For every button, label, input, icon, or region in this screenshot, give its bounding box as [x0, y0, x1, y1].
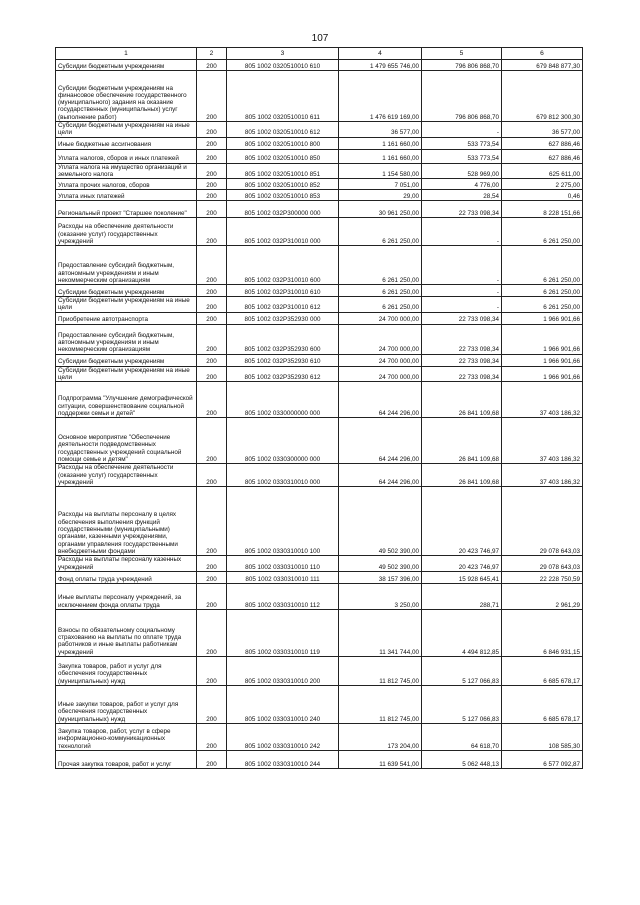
table-cell-value-6: 108 585,30	[502, 723, 583, 750]
table-cell-column-2: 200	[197, 60, 227, 71]
table-cell-code: 805 1002 032P310010 610	[227, 285, 339, 297]
table-cell-value-6: 1 966 901,66	[502, 312, 583, 324]
budget-table	[55, 47, 583, 769]
table-cell-value-6: 627 886,46	[502, 149, 583, 163]
table-row	[56, 312, 583, 324]
table-cell-code: 805 1002 0330310010 200	[227, 656, 339, 685]
table-cell-value-5: 288,71	[422, 583, 502, 609]
table-cell-value-5: 4 494 812,85	[422, 609, 502, 656]
table-body	[56, 60, 583, 769]
table-cell-value-6: 679 812 300,30	[502, 71, 583, 122]
table-cell-name: Иные выплаты персоналу учреждений, за исключением фонда оплаты труда	[56, 583, 197, 609]
table-cell-column-2: 200	[197, 354, 227, 366]
table-cell-value-6: 6 577 092,87	[502, 750, 583, 768]
table-cell-value-5: 20 423 746,97	[422, 556, 502, 572]
table-row	[56, 382, 583, 418]
table-cell-code: 805 1002 0330310010 242	[227, 723, 339, 750]
table-cell-column-2: 200	[197, 201, 227, 218]
table-row	[56, 464, 583, 487]
table-cell-column-2: 200	[197, 149, 227, 163]
table-cell-value-4: 1 161 660,00	[339, 149, 422, 163]
table-row	[56, 723, 583, 750]
table-cell-name: Субсидии бюджетным учреждениям	[56, 60, 197, 71]
table-cell-code: 805 1002 032P310010 612	[227, 297, 339, 313]
table-cell-value-5: 26 841 109,68	[422, 464, 502, 487]
table-row	[56, 297, 583, 313]
table-cell-value-6: 29 078 643,03	[502, 487, 583, 556]
table-cell-value-5: 4 776,00	[422, 179, 502, 190]
table-cell-code: 805 1002 0330310010 240	[227, 685, 339, 723]
table-cell-value-4: 11 812 745,00	[339, 685, 422, 723]
table-cell-code: 805 1002 0330300000 000	[227, 418, 339, 464]
table-cell-value-6: 29 078 643,03	[502, 556, 583, 572]
table-cell-value-4: 49 502 390,00	[339, 487, 422, 556]
table-cell-name: Уплата налога на имущество организаций и земельного налога	[56, 163, 197, 179]
table-cell-value-4: 29,00	[339, 190, 422, 201]
table-row	[56, 685, 583, 723]
table-cell-value-6: 6 261 250,00	[502, 246, 583, 285]
table-cell-value-6: 6 261 250,00	[502, 285, 583, 297]
table-cell-value-5: 26 841 109,68	[422, 382, 502, 418]
table-cell-value-5: -	[422, 285, 502, 297]
page-number: 107	[311, 33, 329, 44]
table-cell-value-4: 64 244 296,00	[339, 464, 422, 487]
table-row	[56, 149, 583, 163]
table-cell-column-2: 200	[197, 246, 227, 285]
table-cell-value-5: 796 806 868,70	[422, 71, 502, 122]
table-cell-value-6: 1 966 901,66	[502, 366, 583, 382]
table-cell-code: 805 1002 0320510010 851	[227, 163, 339, 179]
table-cell-column-2: 200	[197, 366, 227, 382]
table-row	[56, 246, 583, 285]
table-cell-value-4: 1 154 580,00	[339, 163, 422, 179]
table-cell-value-4: 24 700 000,00	[339, 354, 422, 366]
table-cell-name: Субсидии бюджетным учреждениям на иные цели	[56, 122, 197, 138]
table-cell-value-6: 6 261 250,00	[502, 297, 583, 313]
table-cell-code: 805 1002 032P352930 612	[227, 366, 339, 382]
table-cell-name: Иные закупки товаров, работ и услуг для обеспечения государственных (муниципальных) нужд	[56, 685, 197, 723]
table-row	[56, 487, 583, 556]
table-cell-code: 805 1002 032P352930 610	[227, 354, 339, 366]
column-header: 2	[197, 48, 227, 60]
table-cell-code: 805 1002 0330310010 100	[227, 487, 339, 556]
table-cell-value-4: 11 812 745,00	[339, 656, 422, 685]
table-cell-value-6: 37 403 186,32	[502, 418, 583, 464]
table-cell-code: 805 1002 032P352930 600	[227, 324, 339, 354]
table-cell-name: Расходы на обеспечение деятельности (оказание услуг) государственных учреждений	[56, 464, 197, 487]
table-cell-code: 805 1002 0320510010 800	[227, 137, 339, 149]
table-cell-name: Иные бюджетные ассигнования	[56, 137, 197, 149]
table-row	[56, 190, 583, 201]
table-cell-value-6: 22 228 750,59	[502, 571, 583, 583]
table-cell-value-6: 2 961,29	[502, 583, 583, 609]
table-cell-value-4: 24 700 000,00	[339, 324, 422, 354]
table-cell-code: 805 1002 0320510010 853	[227, 190, 339, 201]
table-cell-name: Расходы на обеспечение деятельности (оказание услуг) государственных учреждений	[56, 218, 197, 246]
table-cell-value-4: 30 961 250,00	[339, 201, 422, 218]
table-cell-code: 805 1002 0320510010 611	[227, 71, 339, 122]
table-row	[56, 354, 583, 366]
table-cell-value-4: 64 244 296,00	[339, 418, 422, 464]
table-cell-value-6: 0,46	[502, 190, 583, 201]
table-cell-value-4: 3 250,00	[339, 583, 422, 609]
table-row	[56, 60, 583, 71]
table-cell-value-5: 22 733 098,34	[422, 324, 502, 354]
table-cell-value-6: 36 577,00	[502, 122, 583, 138]
table-cell-name: Субсидии бюджетным учреждениям на иные цели	[56, 366, 197, 382]
table-cell-value-5: 796 806 868,70	[422, 60, 502, 71]
table-cell-value-5: 20 423 746,97	[422, 487, 502, 556]
table-cell-value-5: 22 733 098,34	[422, 366, 502, 382]
table-cell-value-6: 6 685 678,17	[502, 685, 583, 723]
table-cell-value-4: 24 700 000,00	[339, 366, 422, 382]
table-cell-name: Приобретение автотранспорта	[56, 312, 197, 324]
table-cell-value-6: 6 846 931,15	[502, 609, 583, 656]
table-cell-column-2: 200	[197, 71, 227, 122]
table-cell-value-4: 173 204,00	[339, 723, 422, 750]
table-cell-value-5: 5 062 448,13	[422, 750, 502, 768]
table-cell-value-4: 6 261 250,00	[339, 246, 422, 285]
table-cell-value-6: 37 403 186,32	[502, 464, 583, 487]
table-cell-code: 805 1002 032P352930 000	[227, 312, 339, 324]
table-cell-code: 805 1002 0330310010 119	[227, 609, 339, 656]
table-cell-name: Субсидии бюджетным учреждениям на финансовое обеспечение государственного (муниципального) задания на оказание государственных (муниципальных) услуг (выполнение работ)	[56, 71, 197, 122]
table-cell-code: 805 1002 0330310010 000	[227, 464, 339, 487]
table-cell-value-5: 5 127 066,83	[422, 685, 502, 723]
table-row	[56, 609, 583, 656]
table-cell-column-2: 200	[197, 190, 227, 201]
table-cell-column-2: 200	[197, 656, 227, 685]
table-cell-code: 805 1002 0330310010 112	[227, 583, 339, 609]
table-cell-column-2: 200	[197, 750, 227, 768]
table-cell-name: Прочая закупка товаров, работ и услуг	[56, 750, 197, 768]
table-cell-column-2: 200	[197, 163, 227, 179]
table-cell-code: 805 1002 0320510010 612	[227, 122, 339, 138]
table-cell-column-2: 200	[197, 685, 227, 723]
table-cell-column-2: 200	[197, 464, 227, 487]
table-cell-value-5: 528 969,00	[422, 163, 502, 179]
table-cell-value-4: 1 476 619 169,00	[339, 71, 422, 122]
table-cell-name: Расходы на выплаты персоналу казенных учреждений	[56, 556, 197, 572]
table-row	[56, 750, 583, 768]
table-cell-column-2: 200	[197, 571, 227, 583]
table-row	[56, 163, 583, 179]
table-cell-value-6: 627 886,46	[502, 137, 583, 149]
table-cell-value-6: 37 403 186,32	[502, 382, 583, 418]
column-header: 6	[502, 48, 583, 60]
column-header: 3	[227, 48, 339, 60]
table-cell-value-4: 11 341 744,00	[339, 609, 422, 656]
table-cell-column-2: 200	[197, 218, 227, 246]
table-cell-value-4: 36 577,00	[339, 122, 422, 138]
table-cell-name: Уплата прочих налогов, сборов	[56, 179, 197, 190]
table-cell-column-2: 200	[197, 137, 227, 149]
table-cell-column-2: 200	[197, 556, 227, 572]
table-row	[56, 201, 583, 218]
table-cell-name: Субсидии бюджетным учреждениям на иные цели	[56, 297, 197, 313]
table-cell-code: 805 1002 0320510010 850	[227, 149, 339, 163]
table-cell-value-5: -	[422, 246, 502, 285]
table-header-row	[56, 48, 583, 60]
table-cell-value-6: 679 848 877,30	[502, 60, 583, 71]
table-cell-code: 805 1002 0330310010 111	[227, 571, 339, 583]
table-cell-value-5: -	[422, 297, 502, 313]
table-cell-name: Расходы на выплаты персоналу в целях обеспечения выполнения функций государственными (муниципальными) органами, казенными учреждениями, органами управления государственными внебюджетными фондами	[56, 487, 197, 556]
table-cell-value-4: 6 261 250,00	[339, 218, 422, 246]
table-cell-column-2: 200	[197, 324, 227, 354]
table-row	[56, 418, 583, 464]
table-cell-value-6: 1 966 901,66	[502, 354, 583, 366]
table-cell-code: 805 1002 0330000000 000	[227, 382, 339, 418]
table-row	[56, 324, 583, 354]
table-cell-value-5: 26 841 109,68	[422, 418, 502, 464]
table-cell-value-5: 533 773,54	[422, 137, 502, 149]
table-cell-value-6: 6 261 250,00	[502, 218, 583, 246]
table-cell-value-4: 38 157 396,00	[339, 571, 422, 583]
column-header: 1	[56, 48, 197, 60]
table-cell-name: Субсидии бюджетным учреждениям	[56, 354, 197, 366]
table-cell-code: 805 1002 032P310010 600	[227, 246, 339, 285]
table-cell-column-2: 200	[197, 583, 227, 609]
table-cell-name: Подпрограмма "Улучшение демографической ситуации, совершенствование социальной поддержки семьи и детей"	[56, 382, 197, 418]
table-row	[56, 179, 583, 190]
table-cell-value-5: 22 733 098,34	[422, 201, 502, 218]
table-cell-name: Предоставление субсидий бюджетным, автономным учреждениям и иным некоммерческим организациям	[56, 246, 197, 285]
table-cell-value-5: 28,54	[422, 190, 502, 201]
table-cell-value-4: 1 479 655 746,00	[339, 60, 422, 71]
column-header: 5	[422, 48, 502, 60]
table-cell-column-2: 200	[197, 122, 227, 138]
table-cell-name: Предоставление субсидий бюджетным, автономным учреждениям и иным некоммерческим организациям	[56, 324, 197, 354]
table-cell-value-4: 24 700 000,00	[339, 312, 422, 324]
table-row	[56, 285, 583, 297]
table-cell-name: Субсидии бюджетным учреждениям	[56, 285, 197, 297]
table-row	[56, 122, 583, 138]
table-cell-name: Уплата иных платежей	[56, 190, 197, 201]
table-row	[56, 583, 583, 609]
table-row	[56, 556, 583, 572]
table-cell-column-2: 200	[197, 297, 227, 313]
table-row	[56, 571, 583, 583]
table-cell-name: Основное мероприятие "Обеспечение деятельности подведомственных государственных учреждений социальной помощи семье и детям"	[56, 418, 197, 464]
table-cell-name: Закупка товаров, работ, услуг в сфере информационно-коммуникационных технологий	[56, 723, 197, 750]
table-cell-value-4: 1 161 660,00	[339, 137, 422, 149]
table-cell-column-2: 200	[197, 723, 227, 750]
table-cell-value-5: -	[422, 122, 502, 138]
table-cell-code: 805 1002 0320510010 852	[227, 179, 339, 190]
table-cell-column-2: 200	[197, 285, 227, 297]
table-cell-value-6: 625 611,00	[502, 163, 583, 179]
table-cell-name: Региональный проект "Старшее поколение"	[56, 201, 197, 218]
table-row	[56, 656, 583, 685]
table-cell-name: Закупка товаров, работ и услуг для обеспечения государственных (муниципальных) нужд	[56, 656, 197, 685]
table-cell-value-4: 64 244 296,00	[339, 382, 422, 418]
table-cell-name: Уплата налогов, сборов и иных платежей	[56, 149, 197, 163]
table-cell-value-5: 22 733 098,34	[422, 354, 502, 366]
table-cell-value-6: 2 275,00	[502, 179, 583, 190]
table-cell-value-4: 7 051,00	[339, 179, 422, 190]
table-cell-column-2: 200	[197, 487, 227, 556]
table-cell-value-6: 8 228 151,66	[502, 201, 583, 218]
table-cell-value-4: 6 261 250,00	[339, 297, 422, 313]
table-cell-value-4: 6 261 250,00	[339, 285, 422, 297]
table-cell-column-2: 200	[197, 179, 227, 190]
table-cell-column-2: 200	[197, 382, 227, 418]
table-row	[56, 218, 583, 246]
table-cell-value-4: 49 502 390,00	[339, 556, 422, 572]
table-row	[56, 137, 583, 149]
table-cell-value-6: 6 685 678,17	[502, 656, 583, 685]
table-row	[56, 366, 583, 382]
table-cell-value-4: 11 639 541,00	[339, 750, 422, 768]
table-cell-code: 805 1002 0320510010 610	[227, 60, 339, 71]
table-cell-value-6: 1 966 901,66	[502, 324, 583, 354]
table-cell-value-5: -	[422, 218, 502, 246]
table-cell-value-5: 64 618,70	[422, 723, 502, 750]
table-cell-value-5: 15 928 645,41	[422, 571, 502, 583]
table-cell-column-2: 200	[197, 418, 227, 464]
table-cell-code: 805 1002 0330310010 244	[227, 750, 339, 768]
table-cell-column-2: 200	[197, 312, 227, 324]
table-row	[56, 71, 583, 122]
table-cell-value-5: 533 773,54	[422, 149, 502, 163]
column-header: 4	[339, 48, 422, 60]
table-cell-value-5: 5 127 066,83	[422, 656, 502, 685]
table-cell-code: 805 1002 032P310010 000	[227, 218, 339, 246]
table-cell-name: Фонд оплаты труда учреждений	[56, 571, 197, 583]
table-cell-value-5: 22 733 098,34	[422, 312, 502, 324]
table-cell-code: 805 1002 0330310010 110	[227, 556, 339, 572]
table-cell-code: 805 1002 032P300000 000	[227, 201, 339, 218]
table-cell-column-2: 200	[197, 609, 227, 656]
table-cell-name: Взносы по обязательному социальному страхованию на выплаты по оплате труда работников и иные выплаты работникам учреждений	[56, 609, 197, 656]
